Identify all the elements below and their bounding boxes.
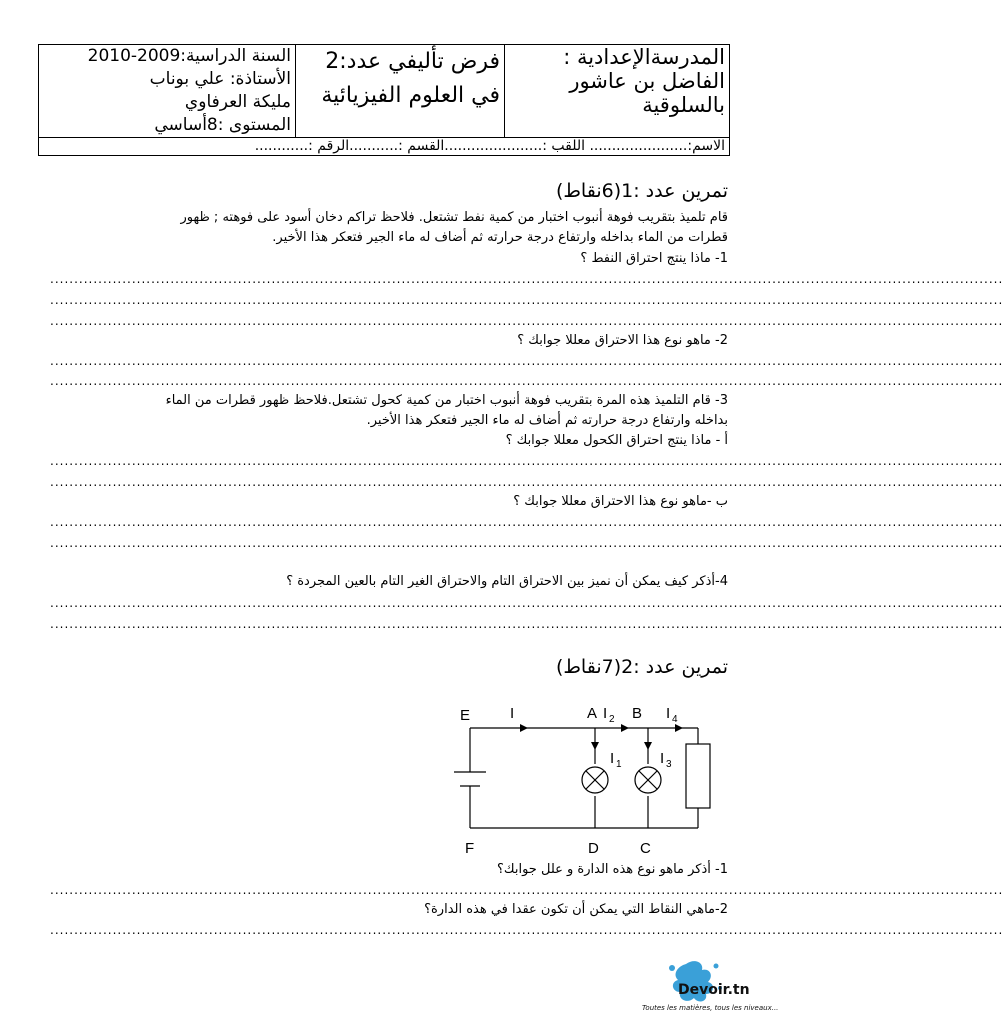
resistor — [686, 744, 710, 808]
answer-line[interactable]: ...................................................................................................................................................................................................... — [50, 475, 1003, 489]
ex1-intro-1: قام تلميذ بتقريب فوهة أنبوب اختبار من كمية نفط تشتعل. فلاحظ تراكم دخان أسود على فوهته ; ظهور — [180, 210, 728, 225]
answer-line[interactable]: ...................................................................................................................................................................................................... — [50, 923, 1003, 937]
exercise-2-title: تمرين عدد :2(7نقاط) — [555, 656, 728, 678]
label-E: E — [460, 707, 471, 724]
arrow-I — [520, 724, 528, 732]
ex1-question-3-line-2: بداخله وارتفاع درجة حرارته ثم أضاف له ماء الجير فتعكر هذا الأخير. — [366, 413, 728, 428]
answer-line[interactable]: ...................................................................................................................................................................................................... — [50, 515, 1003, 529]
answer-line[interactable]: ...................................................................................................................................................................................................... — [50, 454, 1003, 468]
answer-line[interactable]: ...................................................................................................................................................................................................... — [50, 617, 1003, 631]
ex1-intro-2: قطرات من الماء بداخله وارتفاع درجة حرارته ثم أضاف له ماء الجير فتعكر هذا الأخير. — [272, 230, 728, 245]
exam-title: فرض تأليفي عدد:2 — [325, 49, 500, 74]
label-A: A — [587, 705, 598, 722]
label-I4-sub: 4 — [672, 714, 678, 725]
answer-line[interactable]: ...................................................................................................................................................................................................... — [50, 354, 1003, 368]
ex2-question-2: 2-ماهي النقاط التي يمكن أن تكون عقدا في هذه الدارة؟ — [424, 902, 728, 917]
label-F: F — [465, 840, 475, 857]
label-I3: I — [660, 750, 665, 767]
arrow-I1 — [591, 742, 599, 750]
label-I4: I — [666, 705, 671, 722]
student-info-line[interactable]: الاسم:...................... اللقب :......................القسم :...........الرقم :............ — [39, 138, 730, 156]
logo-tagline: Toutes les matières, tous les niveaux... — [642, 1004, 779, 1012]
header-exam-title — [296, 45, 505, 138]
teacher-name-1: الأستاذة: علي بوناب — [149, 69, 291, 89]
level: المستوى :8أساسي — [154, 115, 291, 135]
label-I1-sub: 1 — [616, 759, 622, 770]
answer-line[interactable]: ...................................................................................................................................................................................................... — [50, 293, 1003, 307]
arrow-I2 — [621, 724, 629, 732]
arrow-I4 — [675, 724, 683, 732]
devoir-logo — [638, 958, 779, 1020]
answer-line[interactable]: ...................................................................................................................................................................................................... — [50, 536, 1003, 550]
header-table — [38, 44, 730, 156]
answer-line[interactable]: ...................................................................................................................................................................................................... — [50, 272, 1003, 286]
circuit-diagram — [440, 700, 730, 860]
ex2-question-1: 1- أذكر ماهو نوع هذه الدارة و علل جوابك؟ — [497, 862, 728, 877]
answer-line[interactable]: ...................................................................................................................................................................................................... — [50, 596, 1003, 610]
label-I2: I — [603, 705, 608, 722]
ex1-question-3b: ب -ماهو نوع هذا الاحتراق معللا جوابك ؟ — [513, 494, 728, 509]
label-I: I — [510, 705, 515, 722]
school-line-2: الفاضل بن عاشور — [569, 69, 725, 93]
label-I1: I — [610, 750, 615, 767]
ex1-question-3-line-1: 3- قام التلميذ هذه المرة بتقريب فوهة أنبوب اختبار من كمية كحول تشتعل.فلاحظ ظهور قطرات من الماء — [165, 393, 728, 408]
header-school — [505, 45, 730, 138]
school-line-3: بالسلوقية — [642, 93, 725, 117]
school-year: السنة الدراسية:2009-2010 — [87, 46, 291, 66]
ex1-question-2: 2- ماهو نوع هذا الاحتراق معللا جوابك ؟ — [517, 333, 728, 348]
label-B: B — [632, 705, 643, 722]
arrow-I3 — [644, 742, 652, 750]
answer-line[interactable]: ...................................................................................................................................................................................................... — [50, 314, 1003, 328]
exercise-1-title: تمرين عدد :1(6نقاط) — [555, 180, 728, 202]
answer-line[interactable]: ...................................................................................................................................................................................................... — [50, 374, 1003, 388]
answer-line[interactable]: ...................................................................................................................................................................................................... — [50, 883, 1003, 897]
ex1-question-4: 4-أذكر كيف يمكن أن نميز بين الاحتراق التام والاحتراق الغير التام بالعين المجردة ؟ — [286, 574, 728, 589]
logo-brand: Devoir.tn — [678, 982, 750, 998]
ex1-question-1: 1- ماذا ينتج احتراق النفط ؟ — [580, 251, 728, 266]
label-I3-sub: 3 — [666, 759, 672, 770]
label-C: C — [640, 840, 651, 857]
exam-subject: في العلوم الفيزيائية — [321, 83, 500, 108]
school-line-1: المدرسةالإعدادية : — [563, 45, 725, 69]
label-I2-sub: 2 — [609, 714, 615, 725]
teacher-name-2: مليكة العرفاوي — [184, 92, 291, 112]
label-D: D — [588, 840, 599, 857]
header-year-teacher — [39, 45, 296, 138]
ex1-question-3a: أ - ماذا ينتج احتراق الكحول معللا جوابك ؟ — [505, 433, 728, 448]
